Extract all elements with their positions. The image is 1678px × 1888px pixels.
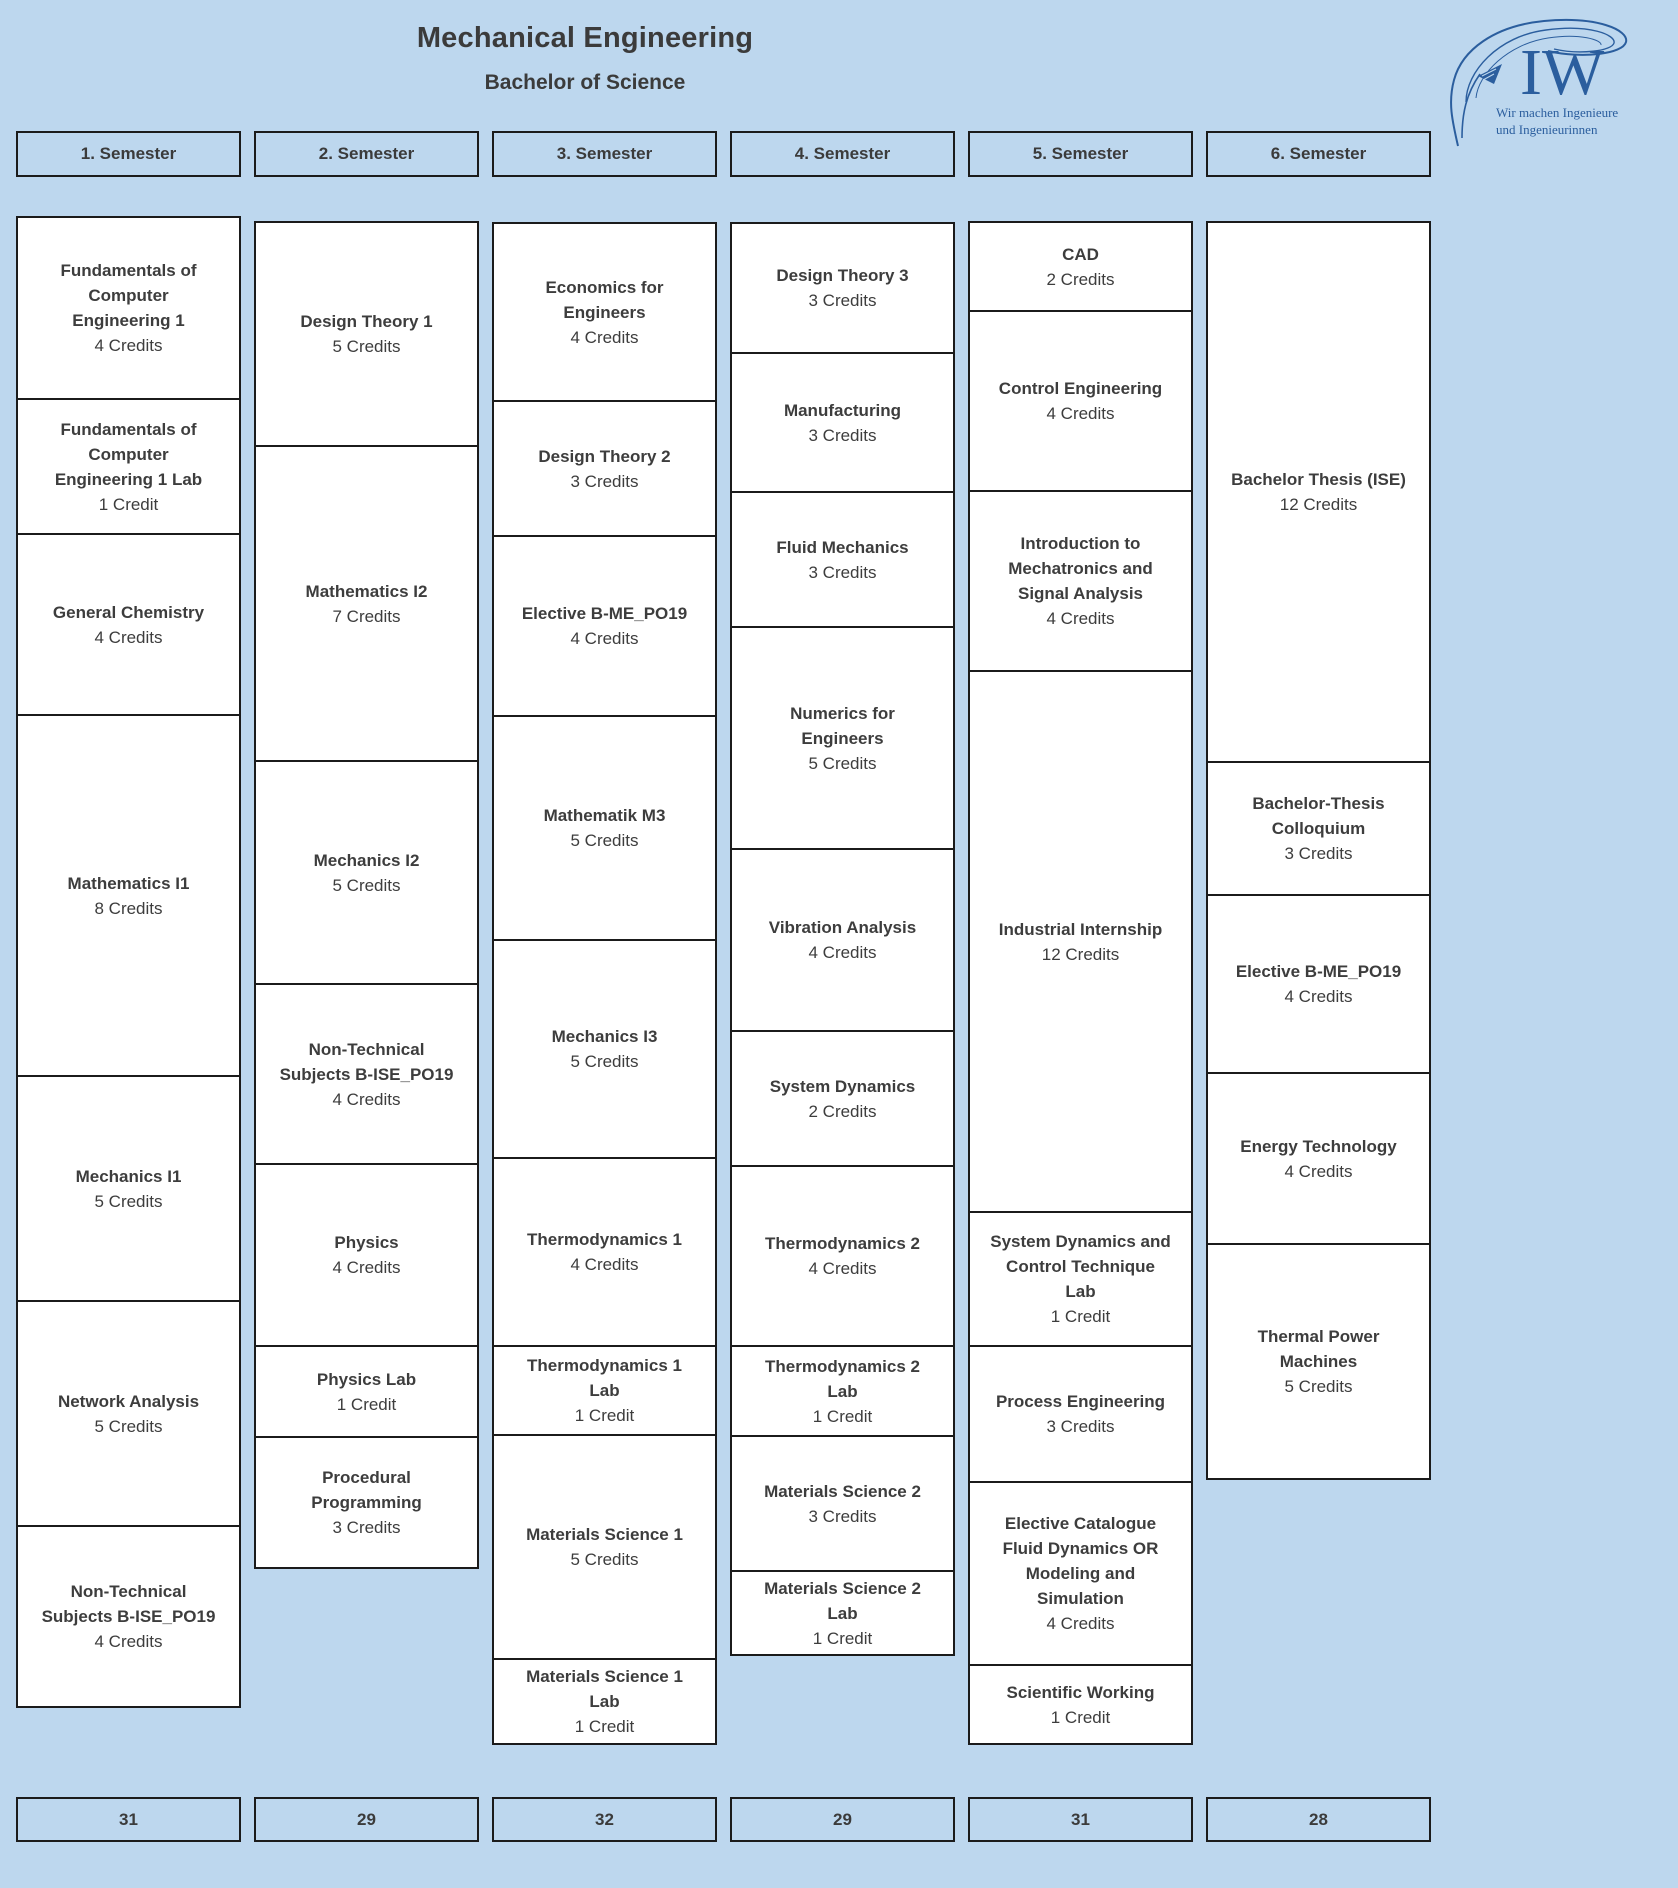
iw-logo xyxy=(1432,10,1642,150)
course-credits: 5 Credits xyxy=(332,337,401,356)
course-title: Design Theory 1 xyxy=(300,312,433,331)
course-box xyxy=(732,1572,953,1654)
course-box xyxy=(1208,763,1429,896)
course-title: Mathematik M3 xyxy=(543,806,666,825)
course-credits: 4 Credits xyxy=(332,1258,401,1277)
course-box xyxy=(732,224,953,354)
course-box xyxy=(970,1483,1191,1666)
course-title: Thermodynamics 2 Lab xyxy=(765,1356,920,1401)
course-credits: 5 Credits xyxy=(332,875,401,895)
course-title: CAD xyxy=(1062,244,1099,264)
course-stack xyxy=(254,221,479,1569)
course-credits: 3 Credits xyxy=(1046,1417,1115,1436)
course-credits: 4 Credits xyxy=(332,1089,401,1109)
course-credits: 3 Credits xyxy=(570,471,639,491)
course-title: System Dynamics and Control Technique Lab xyxy=(990,1232,1171,1301)
course-title: Materials Science 2 xyxy=(764,1481,921,1501)
course-title: Fluid Mechanics xyxy=(776,537,909,557)
course-title: Bachelor Thesis (ISE) xyxy=(1231,470,1406,489)
course-title: Procedural Programming xyxy=(311,1468,422,1512)
course-title: Thermodynamics 1 xyxy=(527,1230,682,1249)
course-title: Network Analysis xyxy=(57,1391,200,1411)
course-title: Elective B-ME_PO19 xyxy=(521,604,688,623)
course-box xyxy=(970,1666,1191,1743)
course-credits: 5 Credits xyxy=(570,831,639,850)
course-credits: 7 Credits xyxy=(332,606,401,626)
course-box xyxy=(970,492,1191,672)
semester-total: 32 xyxy=(492,1797,717,1842)
course-box xyxy=(18,716,239,1077)
course-title: Mathematics I1 xyxy=(67,873,190,893)
course-title: Mathematics I2 xyxy=(305,581,428,601)
semester-header: 3. Semester xyxy=(492,131,717,177)
course-credits: 4 Credits xyxy=(1284,987,1353,1006)
course-credits: 4 Credits xyxy=(1284,1161,1353,1181)
course-stack xyxy=(16,216,241,1708)
semester-header: 2. Semester xyxy=(254,131,479,177)
course-title: Physics Lab xyxy=(316,1369,417,1389)
course-title: Elective B-ME_PO19 xyxy=(1235,962,1402,981)
course-credits: 4 Credits xyxy=(94,336,163,355)
course-credits: 3 Credits xyxy=(808,291,877,310)
logo-monogram: IW xyxy=(1520,36,1605,109)
course-credits: 12 Credits xyxy=(1279,495,1358,514)
course-box xyxy=(256,1165,477,1347)
course-box xyxy=(256,985,477,1165)
course-credits: 5 Credits xyxy=(1284,1377,1353,1396)
course-box xyxy=(732,1032,953,1167)
course-title: System Dynamics xyxy=(769,1076,916,1096)
course-title: Materials Science 1 xyxy=(526,1525,683,1544)
course-credits: 1 Credit xyxy=(812,1628,873,1648)
course-box xyxy=(732,1347,953,1437)
course-box xyxy=(18,218,239,400)
course-credits: 1 Credit xyxy=(1050,1307,1111,1326)
course-credits: 4 Credits xyxy=(570,1255,639,1274)
course-box xyxy=(732,354,953,493)
semester-total: 29 xyxy=(730,1797,955,1842)
course-credits: 4 Credits xyxy=(1046,609,1115,628)
course-box xyxy=(494,1660,715,1743)
course-title: Industrial Internship xyxy=(998,919,1163,939)
course-box xyxy=(732,850,953,1032)
course-title: Mechanics I2 xyxy=(313,850,420,870)
course-credits: 1 Credit xyxy=(98,494,159,514)
course-box xyxy=(494,537,715,717)
course-credits: 3 Credits xyxy=(808,562,877,582)
course-credits: 1 Credit xyxy=(1050,1707,1111,1727)
course-title: Materials Science 2 Lab xyxy=(764,1578,921,1623)
course-credits: 4 Credits xyxy=(1046,404,1115,423)
course-box xyxy=(494,941,715,1159)
course-box xyxy=(732,493,953,628)
semester-header: 1. Semester xyxy=(16,131,241,177)
course-credits: 1 Credit xyxy=(574,1717,635,1736)
course-box xyxy=(494,1347,715,1436)
course-title: Fundamentals of Computer Engineering 1 Lab xyxy=(54,419,203,489)
course-box xyxy=(732,1437,953,1572)
semester-header: 4. Semester xyxy=(730,131,955,177)
page-title: Mechanical Engineering xyxy=(416,22,754,54)
course-box xyxy=(256,1438,477,1567)
course-title: Economics for Engineers xyxy=(545,277,664,322)
course-credits: 3 Credits xyxy=(332,1518,401,1537)
course-stack xyxy=(492,222,717,1745)
course-box xyxy=(256,1347,477,1438)
course-box xyxy=(18,1302,239,1527)
course-credits: 5 Credits xyxy=(808,753,877,773)
course-credits: 12 Credits xyxy=(1041,944,1120,964)
course-box xyxy=(18,1077,239,1302)
course-credits: 1 Credit xyxy=(574,1406,635,1425)
course-title: Numerics for Engineers xyxy=(790,703,895,748)
course-box xyxy=(1208,896,1429,1074)
logo-tagline-line2: und Ingenieurinnen xyxy=(1496,122,1598,137)
course-box xyxy=(256,223,477,447)
course-credits: 4 Credits xyxy=(94,627,163,647)
course-box xyxy=(494,1159,715,1347)
logo-tagline-line1: Wir machen Ingenieure xyxy=(1496,105,1619,120)
semester-total: 28 xyxy=(1206,1797,1431,1842)
course-box xyxy=(18,1527,239,1706)
course-stack xyxy=(730,222,955,1656)
course-box xyxy=(256,762,477,985)
course-box xyxy=(970,223,1191,312)
course-title: Process Engineering xyxy=(995,1392,1166,1411)
course-box xyxy=(18,400,239,535)
course-box xyxy=(970,672,1191,1213)
course-title: Thermal Power Machines xyxy=(1257,1327,1380,1371)
course-box xyxy=(18,535,239,716)
course-credits: 2 Credits xyxy=(808,1101,877,1121)
semester-header: 5. Semester xyxy=(968,131,1193,177)
course-credits: 3 Credits xyxy=(808,1506,877,1526)
course-box xyxy=(732,628,953,850)
course-box xyxy=(970,1347,1191,1483)
course-title: Thermodynamics 1 Lab xyxy=(527,1356,682,1400)
course-credits: 4 Credits xyxy=(1046,1614,1115,1633)
course-title: Fundamentals of Computer Engineering 1 xyxy=(60,261,197,330)
course-box xyxy=(494,224,715,402)
course-credits: 3 Credits xyxy=(808,425,877,445)
course-title: Materials Science 1 Lab xyxy=(526,1667,683,1711)
course-credits: 4 Credits xyxy=(808,943,877,962)
course-credits: 8 Credits xyxy=(94,898,163,918)
course-box xyxy=(970,1213,1191,1347)
course-stack xyxy=(1206,221,1431,1480)
course-credits: 1 Credit xyxy=(812,1406,873,1426)
course-title: Design Theory 2 xyxy=(538,446,671,466)
course-box xyxy=(494,1436,715,1660)
semester-total: 31 xyxy=(968,1797,1193,1842)
course-credits: 4 Credits xyxy=(570,629,639,648)
course-box xyxy=(732,1167,953,1347)
course-title: Vibration Analysis xyxy=(768,918,917,937)
course-title: Mechanics I1 xyxy=(75,1166,182,1186)
course-credits: 4 Credits xyxy=(570,327,639,347)
course-credits: 1 Credit xyxy=(336,1394,397,1414)
course-box xyxy=(1208,223,1429,763)
course-box xyxy=(256,447,477,762)
course-credits: 5 Credits xyxy=(570,1052,639,1071)
course-credits: 4 Credits xyxy=(94,1632,163,1651)
semester-total: 29 xyxy=(254,1797,479,1842)
course-title: Non-Technical Subjects B-ISE_PO19 xyxy=(41,1582,216,1626)
course-credits: 4 Credits xyxy=(808,1259,877,1278)
course-stack xyxy=(968,221,1193,1745)
course-credits: 5 Credits xyxy=(570,1550,639,1569)
course-box xyxy=(1208,1074,1429,1245)
course-title: Energy Technology xyxy=(1240,1136,1397,1156)
course-credits: 5 Credits xyxy=(94,1416,163,1436)
course-title: Bachelor-Thesis Colloquium xyxy=(1252,794,1385,838)
course-credits: 3 Credits xyxy=(1284,844,1353,863)
course-title: Mechanics I3 xyxy=(551,1027,658,1046)
course-title: Thermodynamics 2 xyxy=(765,1234,920,1253)
page-subtitle: Bachelor of Science xyxy=(484,71,686,94)
course-credits: 5 Credits xyxy=(94,1191,163,1211)
course-title: Control Engineering xyxy=(998,379,1163,398)
course-credits: 2 Credits xyxy=(1046,269,1115,289)
semester-total: 31 xyxy=(16,1797,241,1842)
course-box xyxy=(494,717,715,941)
course-title: Introduction to Mechatronics and Signal Analysis xyxy=(1008,534,1153,603)
course-box xyxy=(1208,1245,1429,1478)
course-title: Elective Catalogue Fluid Dynamics OR Modeling and Simulation xyxy=(1002,1514,1159,1608)
course-box xyxy=(494,402,715,537)
course-title: Design Theory 3 xyxy=(776,266,909,285)
course-title: Non-Technical Subjects B-ISE_PO19 xyxy=(279,1039,454,1084)
course-title: Scientific Working xyxy=(1006,1682,1155,1702)
course-title: Physics xyxy=(334,1233,399,1252)
course-title: Manufacturing xyxy=(783,400,902,420)
semester-header: 6. Semester xyxy=(1206,131,1431,177)
course-title: General Chemistry xyxy=(52,602,205,622)
course-box xyxy=(970,312,1191,492)
